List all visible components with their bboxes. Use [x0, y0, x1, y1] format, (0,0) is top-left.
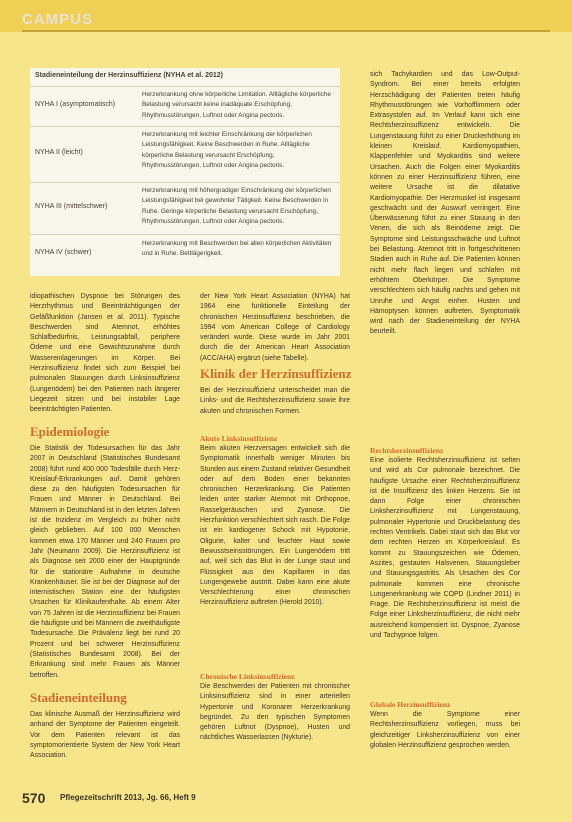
- table-cell-class: NYHA IV (schwer): [35, 249, 92, 256]
- table-cell-class: NYHA I (asymptomatisch): [35, 101, 116, 108]
- table-cell-desc: Herzerkrankung mit leichter Einschränkung der körperlichen Leistungsfähigkeit. Keine Beschwerden in Ruhe. Alltägliche körperliche Belastung verursacht Erschöpfung, Rhythmusstörungen, Luftnot oder Angina pectoris.: [142, 131, 312, 170]
- col1-paragraph-1: idiopathischen Dyspnoe bei Störungen des Herzrhythmus und Beeinträchtigungen der Gefäßfunktion (Jansen et al. 2011). Typische Beschwerden sind Atemnot, erhöhtes Schlafbedürfnis, Leistungsabfall, periphere Ödeme und eine Gewichtszunahme durch Wassereinlagerungen im Körper. Bei Herzinsuffizienz findet sich zum Beispiel bei pulmonalen Stauungen durch Linksinsuffizienz (Lungenödem) bei den Patienten nach längerer Liegezeit sitzen und bei instabiler Lage beeinträchtigten Patienten.: [30, 293, 180, 414]
- col3-paragraph-3: Wenn die Symptome einer Rechtsherzinsuffizienz vorliegen, muss bei gleichzeitiger Linksherzinsuffizienz von einer globalen Herzinsuffizienz gesprochen werden.: [370, 711, 520, 749]
- heading-chronische-linksinsuffizienz: Chronische Linksinsuffizienz: [200, 672, 295, 681]
- table-cell-class: NYHA II (leicht): [35, 149, 83, 156]
- heading-globale-herzinsuffizienz: Globale Herzinsuffizienz: [370, 700, 451, 709]
- heading-epidemiologie: Epidemiologie: [30, 424, 110, 439]
- col2-paragraph-2: Bei der Herzinsuffizienz unterscheidet man die Links- und die Rechtsherzinsuffizienz sowie ihre akuten und chronischen Formen.: [200, 387, 350, 415]
- nyha-table: [30, 68, 340, 276]
- col1-paragraph-3: Das klinische Ausmaß der Herzinsuffizienz wird anhand der Symptome der Patienten eingeteilt. Vor dem Patienten relevant ist das symptomorientierte System der New York Heart Association.: [30, 711, 180, 760]
- table-row: [30, 126, 340, 183]
- col2-paragraph-3: Beim akuten Herzversagen entwickelt sich die Symptomatik innerhalb weniger Minuten bis Stunden aus einem Zustand relativer Gesundheit oder auf dem Boden einer bekannten chronischen Herzerkrankung. Die Patienten leiden unter starker Atemnot mit Orthopnoe, Rasselgeräuschen und Zyanose. Die Herzfunktion verschlechtert sich rasch. Die Folge ist ein kardiogener Schock mit Hypotonie, Oligurie, kalter und feuchter Haut sowie Bewusstseinsstörungen. Ein Lungenödem tritt auf, weil sich das Blut in der Lunge staut und Flüssigkeit aus den Kapillaren in das Lungengewebe austritt. Dabei kann eine akute Verschlechterung einer chronischen Herzinsuffizienz auftreten (Herold 2010).: [200, 445, 350, 607]
- table-cell-desc: Herzerkrankung mit Beschwerden bei allen körperlichen Aktivitäten und in Ruhe. Bettlägerigkeit.: [142, 240, 332, 258]
- header-rule: [22, 30, 550, 32]
- table-row: [30, 234, 340, 277]
- table-cell-class: NYHA III (mittelschwer): [35, 203, 108, 210]
- col3-paragraph-2: Eine isolierte Rechtsherzinsuffizienz ist selten und wird als Cor pulmonale bezeichnet. Die häufigste Ursache einer Rechtsherzinsuffizienz ist die Insuffizienz des linken Herzens. Sie ist dann Folge einer chronischen Linksherzinsuffizienz mit Lungenstauung, pulmonaler Hypertonie und Druckbelastung des rechten Ventrikels. Dabei staut sich das Blut vor dem rechten Herzen im Körperkreislauf. Es kommt zu Stauungszeichen wie Ödemen, Aszites, gestauten Halsvenen, Stauungsleber und Stauungsgastritis. Als Ursachen des Cor pulmonale kommen eine chronische Lungenerkrankung wie COPD (Lindner 2011) in Frage. Die Rechtsherzinsuffizienz ist meist die Folge einer Linksherzinsuffizienz, die nicht mehr ausreichend kompensiert ist. Dyspnoe, Zyanose und Tachypnoe folgen.: [370, 457, 520, 640]
- heading-klinik: Klinik der Herzinsuffizienz: [200, 366, 352, 381]
- heading-stadieneinteilung: Stadieneinteilung: [30, 690, 127, 705]
- col2-paragraph-1: der New York Heart Association (NYHA) hat 1964 eine funktionelle Einteilung der chronischen Herzinsuffizienz beschrieben, die 1994 vom American College of Cardiology verändert wurde. Diese wurde im Jahr 2001 durch die der American Heart Association (ACC/AHA) ergänzt (siehe Tabelle).: [200, 293, 350, 362]
- table-title: Stadieneinteilung der Herzinsuffizienz (NYHA et al. 2012): [35, 72, 223, 79]
- col1-paragraph-2: Die Statistik der Todesursachen für das Jahr 2007 in Deutschland (Statistisches Bundesamt 2008) führt rund 400 000 Todesfälle durch Herz-Kreislauf-Erkrankungen auf. Damit gehören diese zu den häufigsten Todesursachen für Frauen und Männer in Deutschland. Bei Männern in Deutschland ist in den letzten Jahren ist die Inzidenz im Vergleich zu früher nicht gleich geblieben. Auf 100 000 Menschen kommen etwa 170 Männer und 240 Frauen pro Jahr (Neumann 2009). Die Herzinsuffizienz ist als Diagnose seit 2000 einer der Hauptgründe für die stationäre Aufnahme in deutsche Krankenhäuser. Sie ist bei der Diagnose auf der internistischen Station eine der häufigsten Ursachen für Klinikaufenthalte. Ab einem Alter von 75 Jahren ist die Herzinsuffizienz bei Frauen die häufigste und bei Männern die zweithäufigste Todesursache. Die Prävalenz liegt bei rund 20 Prozent und bei schwerer Herzinsuffizienz (Statistisches Bundesamt 2008). Bei der Erkrankung sind mehr Frauen als Männer betroffen.: [30, 445, 180, 679]
- section-label: CAMPUS: [22, 11, 94, 28]
- table-cell-desc: Herzerkrankung ohne körperliche Limitation. Alltägliche körperliche Belastung verursacht keine inadäquate Erschöpfung, Rhythmusstörungen, Luftnot oder Angina pectoris.: [142, 91, 331, 119]
- page-number: 570: [22, 790, 46, 806]
- table-cell-desc: Herzerkrankung mit höhergradiger Einschränkung der körperlichen Leistungsfähigkeit bei gewohnter Tätigkeit. Keine Beschwerden in Ruhe. Geringe körperliche Belastung verursacht Erschöpfung, Rhythmusstörungen, Luftnot oder Angina pectoris.: [142, 187, 331, 226]
- heading-akute-linksinsuffizienz: Akute Linksinsuffizienz: [200, 434, 278, 443]
- col2-paragraph-4: Die Beschwerden der Patienten mit chronischer Linksinsuffizienz sind in einer arteriellen Hypertonie und Koronarer Herzerkrankung begründet. Zu den typischen Symptomen gehören Luftnot (Dyspnoe), Husten und nächtliches Wasserlassen (Nykturie).: [200, 683, 350, 742]
- publication-source: Pflegezeitschrift 2013, Jg. 66, Heft 9: [60, 793, 196, 802]
- heading-rechtsherzinsuffizienz: Rechtsherzinsuffizienz: [370, 446, 444, 455]
- col3-paragraph-1: sich Tachykardien und das Low-Output-Syndrom. Bei einer bereits erfolgten Herzschädigung der Patienten treten häufig Rhythmusstörungen wie Vorhofflimmern oder Extrasystolen auf. Im Verlauf kann sich eine Rechtsherzinsuffizienz entwickeln. Die Lungenstauung führt zu einer Druckerhöhung im kleinen Kreislauf. Kardiomyopathien, Klappenfehler und Myokarditis sind weitere Ursachen. Auch die Folgen einer Myokarditis können zu einer Herzinsuffizienz führen, eine weitere Ursache ist die dilatative Kardiomyopathie. Der Herzmuskel ist insgesamt geschwächt und der Auswurf verringert. Eine Überwässerung führt zu einer Stauung in den Venen, die sich als Beinödeme zeigt. Die Symptome sind Leistungsschwäche und Luftnot bei Belastung. Atemnot tritt in fortgeschrittenen Stadien auch in Ruhe auf. Die Patienten können nicht mehr flach liegen und schlafen mit erhöhtem Oberkörper. Die Symptome verschlechtern sich häufig nachts und gehen mit Unruhe und Angst einher. Husten und Hämoptysen können auftreten. Symptomatik wird nach der Stadieneinteilung der NYHA beurteilt.: [370, 71, 520, 336]
- table-row: [30, 86, 340, 127]
- table-row: [30, 182, 340, 235]
